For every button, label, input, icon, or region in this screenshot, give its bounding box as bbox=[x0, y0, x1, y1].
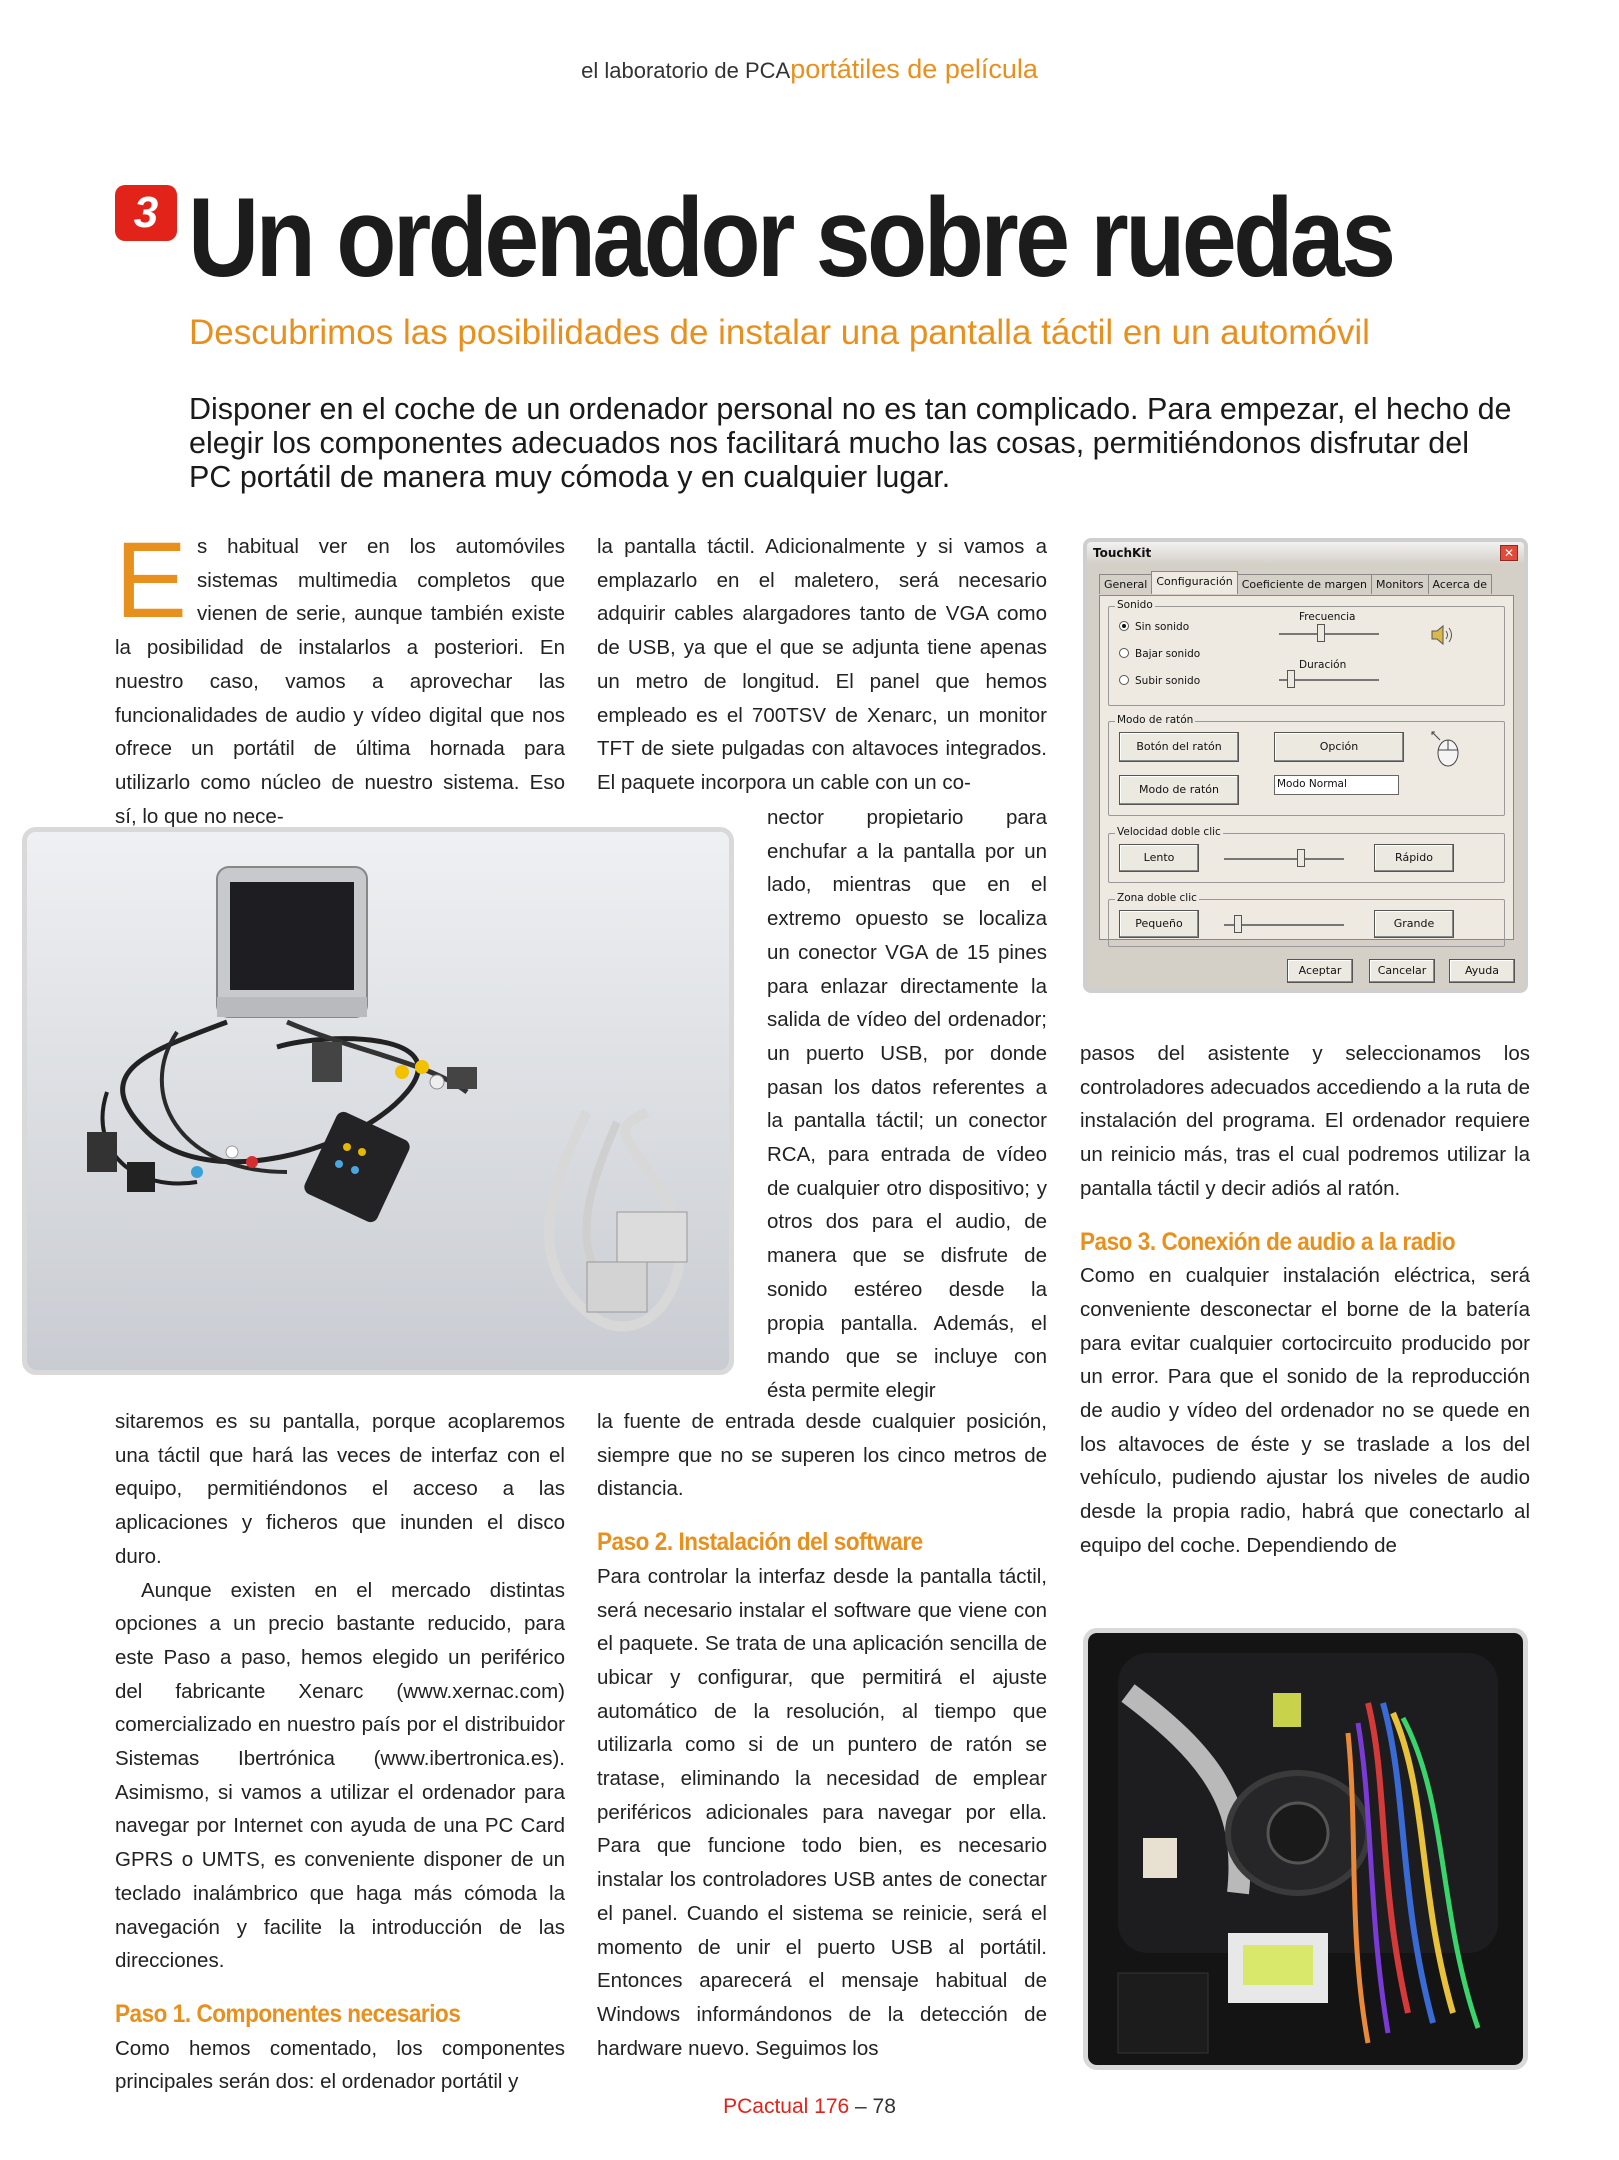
ayuda-button[interactable]: Ayuda bbox=[1449, 959, 1515, 983]
duracion-thumb[interactable] bbox=[1287, 670, 1295, 688]
group-zona-label: Zona doble clic bbox=[1117, 892, 1197, 904]
col1-paragraph-1: s habitual ver en los automóviles sistemas multimedia completos que vienen de serie, aunque también existe la posibilidad de instalarlos a posteriori. En nuestro caso, vamos a aprovechar las funcionalidades de audio y vídeo digital que nos ofrece un portátil de última hornada para utilizarlo como núcleo de nuestro sistema. Eso sí, lo que no nece- bbox=[115, 535, 565, 828]
modo-normal-field[interactable]: Modo Normal bbox=[1274, 775, 1399, 795]
photo-car-wiring bbox=[1083, 1628, 1528, 2070]
dialog-panel bbox=[1099, 595, 1514, 940]
group-velocidad bbox=[1108, 826, 1505, 883]
dialog-titlebar bbox=[1087, 542, 1524, 564]
group-modo-raton bbox=[1108, 714, 1505, 816]
col2-paragraph-2: Para controlar la interfaz desde la pantalla táctil, será necesario instalar el software que viene con el paquete. Se trata de una aplicación sencilla de ubicar y configurar, que permitirá el ajuste automático de la resolución, al tiempo que utilizarla como si de un puntero de ratón se tratase, eliminando la necesidad de emplear periféricos adicionales para navegar por ella. Para que funcione todo bien, es necesario instalar los controladores USB antes de conectar el panel. Cuando el sistema se reinicie, será el momento de unir el puerto USB al portátil. Entonces aparecerá el mensaje habitual de Windows informándonos de la detección de hardware nuevo. Seguimos los bbox=[597, 1564, 1047, 2060]
tab-acerca[interactable]: Acerca de bbox=[1428, 574, 1492, 594]
speaker-icon bbox=[1429, 623, 1455, 647]
footer-brand: PCactual 176 bbox=[723, 2095, 850, 2118]
col2-paragraph-1: la pantalla táctil. Adicionalmente y si vamos a emplazarlo en el maletero, será necesario adquirir cables alargadores tanto de VGA como de USB, ya que el que se adjunta tiene apenas un metro de longitud. El panel que hemos empleado es el 700TSV de Xenarc, un monitor TFT de siete pulgadas con altavoces integrados. El paquete incorpora un cable con un co- bbox=[597, 535, 1047, 794]
mouse-icon bbox=[1429, 730, 1463, 768]
radio-icon bbox=[1119, 675, 1129, 685]
radio-sin-sonido[interactable] bbox=[1119, 621, 1189, 633]
col1-paragraph-4: Como hemos comentado, los componentes principales serán dos: el ordenador portátil y bbox=[115, 2036, 565, 2094]
modo-de-raton-button[interactable]: Modo de ratón bbox=[1119, 775, 1239, 805]
radio-label: Bajar sonido bbox=[1135, 648, 1201, 660]
frecuencia-thumb[interactable] bbox=[1317, 624, 1325, 642]
dialog-title: TouchKit bbox=[1093, 546, 1152, 560]
frecuencia-slider[interactable] bbox=[1279, 633, 1379, 635]
running-header bbox=[0, 54, 1619, 85]
radio-subir-sonido[interactable] bbox=[1119, 675, 1200, 687]
column-1-top bbox=[115, 519, 565, 833]
heading-paso-2: Paso 2. Instalación del software bbox=[597, 1528, 923, 1557]
column-2-bottom bbox=[597, 1405, 1047, 2065]
lento-button[interactable]: Lento bbox=[1119, 844, 1199, 872]
duracion-label: Duración bbox=[1299, 659, 1347, 671]
column-3 bbox=[1080, 1037, 1530, 1563]
grande-button[interactable]: Grande bbox=[1374, 910, 1454, 938]
dialog-tabs bbox=[1099, 574, 1491, 594]
radio-bajar-sonido[interactable] bbox=[1119, 648, 1200, 660]
group-velocidad-label: Velocidad doble clic bbox=[1117, 826, 1221, 838]
page-footer bbox=[0, 2095, 1619, 2119]
cancelar-button[interactable]: Cancelar bbox=[1369, 959, 1435, 983]
col1-paragraph-3: Aunque existen en el mercado distintas opciones a un precio bastante reducido, para este Paso a paso, hemos elegido un periférico del fabricante Xenarc (www.xernac.com) comercializado en nuestro país por el distribuidor Sistemas Ibertrónica (www.ibertronica.es). Asimismo, si vamos a utilizar el ordenador para navegar por Internet con ayuda de una PC Card GPRS o UMTS, es conveniente disponer de un teclado inalámbrico que haga más cómoda la navegación y facilite la introducción de las direcciones. bbox=[115, 1578, 565, 1973]
radio-label: Subir sonido bbox=[1135, 675, 1201, 687]
heading-paso-1: Paso 1. Componentes necesarios bbox=[115, 1999, 461, 2028]
article-subtitle: Descubrimos las posibilidades de instalar una pantalla táctil en un automóvil bbox=[189, 313, 1370, 352]
column-2-narrow bbox=[767, 801, 1047, 1408]
opcion-button[interactable]: Opción bbox=[1274, 732, 1404, 762]
col2-paragraph-1c: la fuente de entrada desde cualquier posición, siempre que no se superen los cinco metros de distancia. bbox=[597, 1410, 1047, 1501]
close-icon[interactable]: ✕ bbox=[1500, 545, 1518, 561]
radio-icon bbox=[1119, 648, 1129, 658]
photo-monitor-cables-image bbox=[27, 832, 729, 1370]
group-zona bbox=[1108, 892, 1505, 947]
header-lab: el laboratorio de PCA bbox=[581, 58, 791, 83]
aceptar-button[interactable]: Aceptar bbox=[1287, 959, 1353, 983]
frecuencia-label: Frecuencia bbox=[1299, 611, 1356, 623]
footer-page-number: – 78 bbox=[849, 2095, 896, 2118]
tab-configuracion[interactable]: Configuración bbox=[1151, 571, 1237, 594]
col3-paragraph-2: Como en cualquier instalación eléctrica, será conveniente desconectar el borne de la batería para evitar cualquier cortocircuito producido por un error. Para que el sonido de la reproducción de audio y vídeo del ordenador no se quede en los altavoces de éste y se traslade a los del vehículo, pudiendo ajustar los niveles de audio desde la propia radio, habrá que conectarlo al equipo del coche. Dependiendo de bbox=[1080, 1264, 1530, 1557]
group-sonido-label: Sonido bbox=[1117, 599, 1153, 611]
col2-paragraph-1b: nector propietario para enchufar a la pantalla por un lado, mientras que en el extremo opuesto se localiza un conector VGA de 15 pines para enlazar directamente la salida de vídeo del ordenador; un puerto USB, por donde pasan los datos referentes a la pantalla táctil; un conector RCA, para entrada de vídeo de cualquier otro dispositivo; y otros dos para el audio, de manera que se disfrute de sonido estéreo desde la propia pantalla. Además, el mando que se incluye con ésta permite elegir bbox=[767, 806, 1047, 1402]
zona-slider[interactable] bbox=[1224, 924, 1344, 926]
zona-thumb[interactable] bbox=[1234, 915, 1242, 933]
col3-paragraph-1: pasos del asistente y seleccionamos los controladores adecuados accediendo a la ruta de instalación del programa. El ordenador requiere un reinicio más, tras el cual podremos utilizar la pantalla táctil y decir adiós al ratón. bbox=[1080, 1042, 1530, 1200]
tab-monitors[interactable]: Monitors bbox=[1371, 574, 1429, 594]
tab-coeficiente[interactable]: Coeficiente de margen bbox=[1237, 574, 1372, 594]
header-section: portátiles de película bbox=[790, 54, 1038, 84]
tab-general[interactable]: General bbox=[1099, 574, 1152, 594]
radio-label: Sin sonido bbox=[1135, 621, 1190, 633]
radio-selected-icon bbox=[1119, 621, 1129, 631]
pequeno-button[interactable]: Pequeño bbox=[1119, 910, 1199, 938]
step-number-badge: 3 bbox=[115, 185, 177, 241]
drop-cap: E bbox=[115, 519, 188, 640]
touchkit-dialog-screenshot bbox=[1083, 538, 1528, 993]
photo-monitor-cables bbox=[22, 827, 734, 1375]
column-2-top bbox=[597, 530, 1047, 800]
heading-paso-3: Paso 3. Conexión de audio a la radio bbox=[1080, 1227, 1456, 1256]
rapido-button[interactable]: Rápido bbox=[1374, 844, 1454, 872]
photo-car-wiring-image bbox=[1088, 1633, 1523, 2065]
velocidad-thumb[interactable] bbox=[1297, 849, 1305, 867]
col1-paragraph-2: sitaremos es su pantalla, porque acoplaremos una táctil que hará las veces de interfaz con el equipo, permitiéndonos el acceso a las aplicaciones y ficheros que inunden el disco duro. bbox=[115, 1410, 565, 1568]
velocidad-slider[interactable] bbox=[1224, 858, 1344, 860]
column-1-bottom bbox=[115, 1405, 565, 2099]
group-sonido bbox=[1108, 599, 1505, 706]
article-title: Un ordenador sobre ruedas bbox=[188, 175, 1393, 300]
lead-paragraph: Disponer en el coche de un ordenador personal no es tan complicado. Para empezar, el hecho de elegir los componentes adecuados nos facilitará mucho las cosas, permitiéndonos disfrutar del PC portátil de manera muy cómoda y en cualquier lugar. bbox=[189, 392, 1512, 494]
group-modo-raton-label: Modo de ratón bbox=[1117, 714, 1194, 726]
boton-del-raton-button[interactable]: Botón del ratón bbox=[1119, 732, 1239, 762]
